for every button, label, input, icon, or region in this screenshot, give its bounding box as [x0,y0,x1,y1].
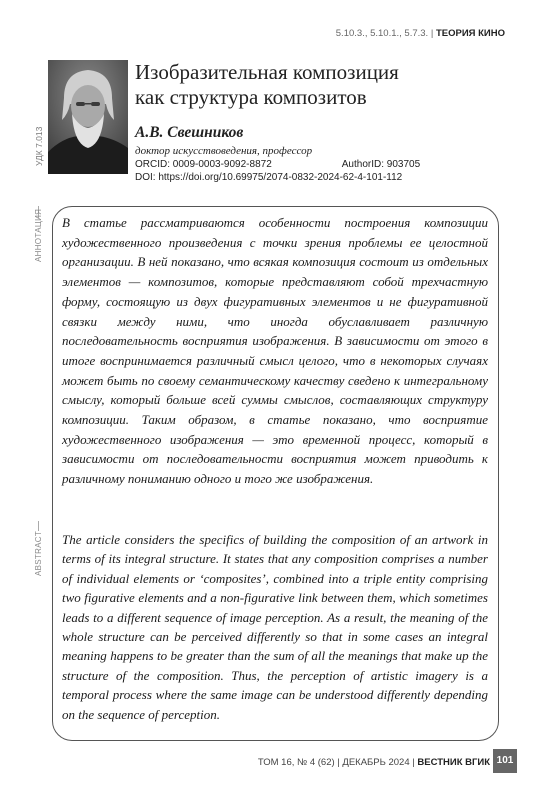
author-credentials: доктор искусствоведения, профессор [135,145,313,157]
orcid: ORCID: 0009-0003-9092-8872 [135,159,272,170]
annotation-ru-text: В статье рассматриваются особенности построения композиции художественного произведения с точки зрения проблемы ее целостной организации. В ней показано, что всякая композиция состоит из отдельных элементов — композитов, которые представляют собой трехчастную форму, состоящую из двух фигуративных элементов и не фигуративной связки между ними, что иногда обуславливает различную последовательность восприятия изображения. В зависимости от этого в итоге воспринимается различный смысл целого, что в некоторых случаях может быть по своему семантическому качеству сведено к интегральному смыслу, который больше всей суммы смыслов, составляющих структуру композиции. Таким образом, в статье показано, что восприятие художественного изображения — это временной процесс, который в зависимости от последовательности восприятия может приводить к различному пониманию одного и того же изображения. [62,215,488,487]
author-name: А.В. Свешников [135,124,244,141]
issue-info: ТОМ 16, № 4 (62) | ДЕКАБРЬ 2024 | [257,757,418,768]
section-codes: 5.10.3., 5.10.1., 5.7.3. | [335,28,436,39]
author-id: AuthorID: 903705 [341,159,421,170]
annotation-label: АННОТАЦИЯ [34,208,43,262]
doi[interactable]: DOI: https://doi.org/10.69975/2074-0832-2024-62-4-101-112 [135,172,403,183]
abstract-en-text: The article considers the specifics of building the composition of an artwork in terms of its integral structure. It states that any composition comprises a number of individual elements or ‘composites’, combined into a triple entity comprising two figurative elements and a non-figurative link between them, which sometimes leads to a different sequence of image perception. As a result, the meaning of the whole structure can be perceived differently so that in some cases an integral meaning happens to be greater than the sum of all the meanings that make up the structure of the composition. Thus, the perception of artistic imagery is a temporal process where the same image can be understood differently depending on the sequence of perception. [62,532,488,722]
abstract-side-rule-top [38,521,39,531]
udk-code: УДК 7.013 [34,126,44,166]
article-title [135,60,399,110]
author-info [135,124,420,183]
title-line-1: Изобразительная композиция [135,60,399,84]
title-line-2: как структура композитов [135,85,367,109]
author-photo [48,60,128,174]
footer [258,757,490,768]
journal-name: ВЕСТНИК ВГИК [417,757,490,768]
page-number: 101 [493,749,517,773]
abstract-label: ABSTRACT [34,530,43,576]
section-header [336,28,505,39]
author-portrait-image [48,60,128,174]
author-identifiers [135,159,420,170]
section-title: ТЕОРИЯ КИНО [435,28,505,39]
